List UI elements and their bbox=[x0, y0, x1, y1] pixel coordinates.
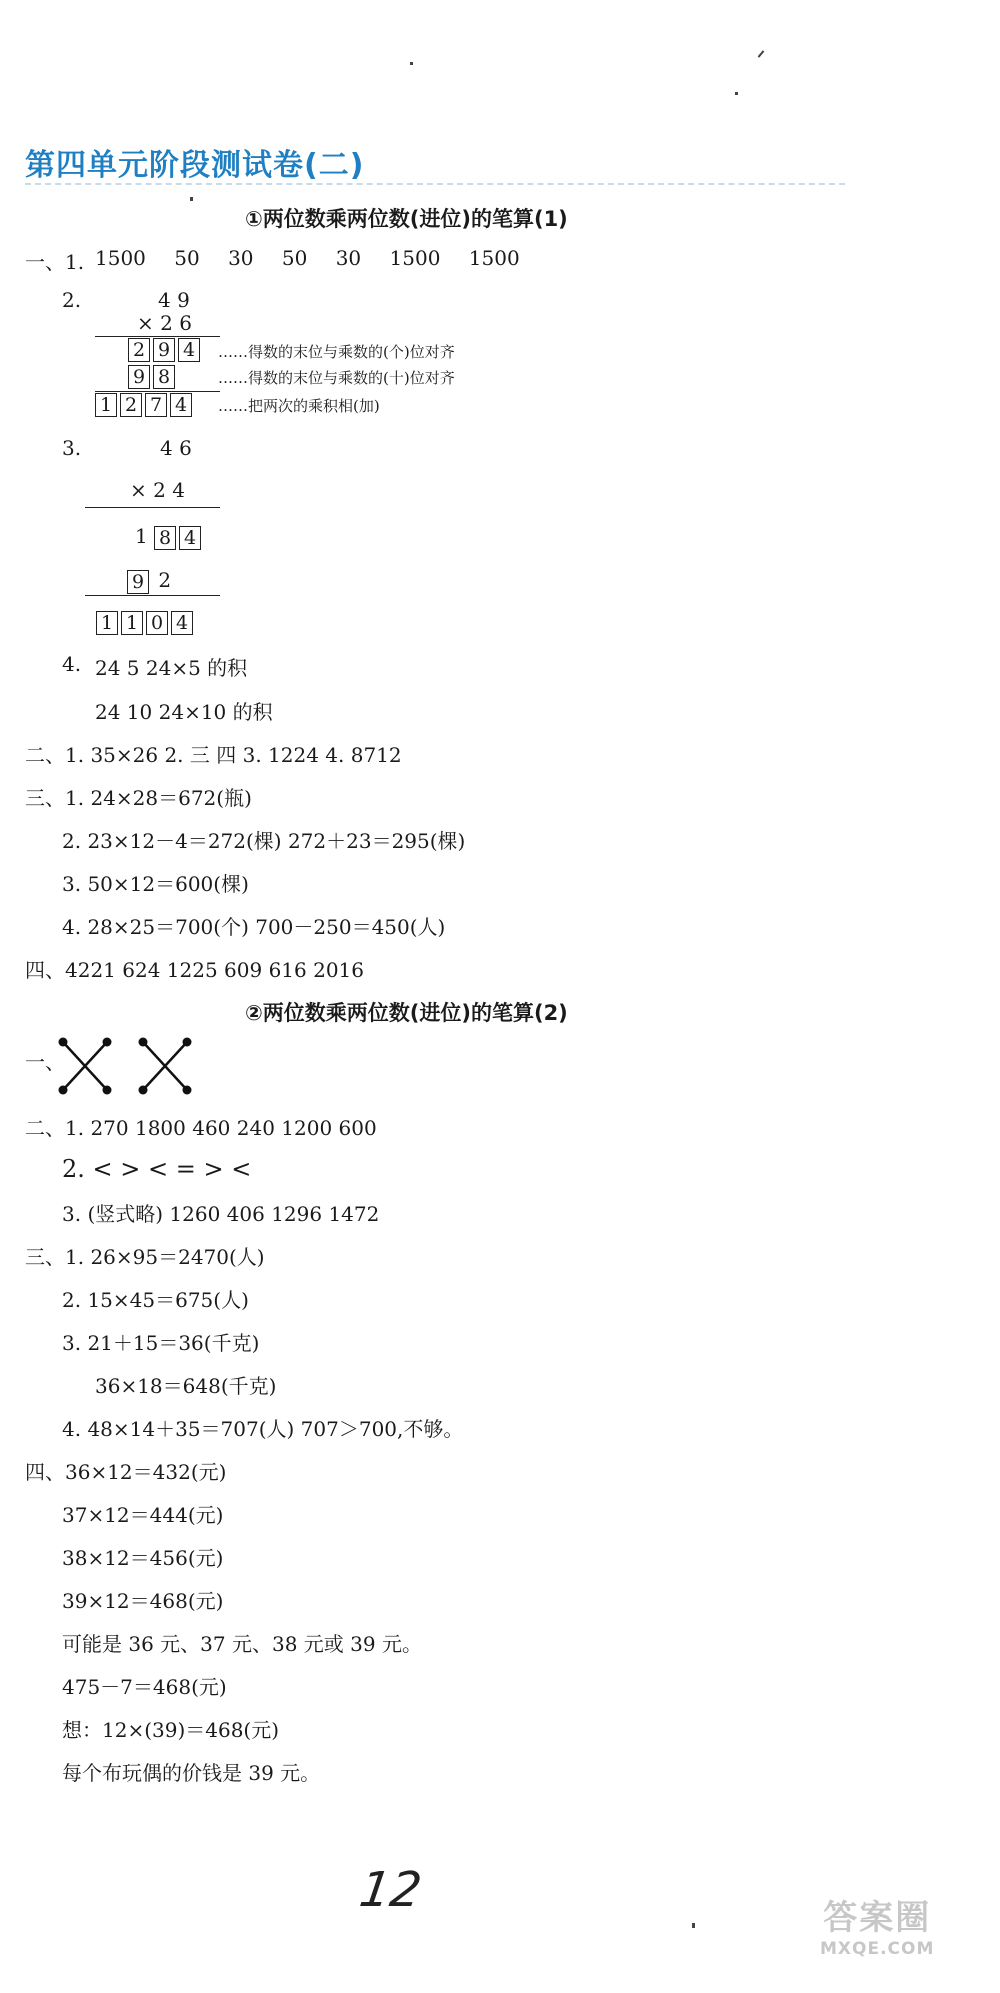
answer-value: 1500 bbox=[389, 246, 441, 270]
p2-q3-line-1: 三、1. 26×95＝2470(人) bbox=[25, 1245, 265, 1269]
q1-2-note-1: ……得数的末位与乘数的(个)位对齐 bbox=[218, 343, 455, 361]
answer-box: 4 bbox=[179, 526, 201, 550]
q3-line-3: 3. 50×12＝600(棵) bbox=[62, 872, 249, 896]
answer-box: 1 bbox=[96, 611, 118, 635]
q1-3-label: 3. bbox=[62, 436, 82, 460]
q3-line-2: 2. 23×12－4＝272(棵) 272＋23＝295(棵) bbox=[62, 829, 466, 853]
answer-value: 1500 bbox=[468, 246, 520, 270]
q1-3-row3 bbox=[96, 611, 196, 635]
q1-4-label: 4. bbox=[62, 652, 82, 676]
answer-box: 7 bbox=[145, 393, 167, 417]
q1-4-line-2: 24 10 24×10 的积 bbox=[95, 700, 273, 724]
p2-q4-line-2: 37×12＝444(元) bbox=[62, 1503, 224, 1527]
q1-4-line-1: 24 5 24×5 的积 bbox=[95, 656, 248, 680]
page-title: 第四单元阶段测试卷(二) bbox=[25, 148, 365, 183]
match-dot bbox=[59, 1086, 68, 1095]
answer-value: 30 bbox=[228, 246, 254, 270]
partial-product-digit: 1 bbox=[135, 524, 148, 548]
answer-value: 1500 bbox=[95, 246, 146, 270]
q3-line-4: 4. 28×25＝700(个) 700－250＝450(人) bbox=[62, 915, 446, 939]
q1-3-top-number: 4 6 bbox=[160, 436, 192, 460]
q1-1-values bbox=[95, 246, 520, 270]
q1-3-row1 bbox=[135, 524, 204, 550]
p2-q4-line-5: 可能是 36 元、37 元、38 元或 39 元。 bbox=[62, 1632, 422, 1656]
scan-speck bbox=[758, 50, 765, 57]
p2-q2-line-2: 2. < > < = > < bbox=[62, 1155, 252, 1183]
p2-q3-line-5: 4. 48×14＋35＝707(人) 707＞700,不够。 bbox=[62, 1417, 464, 1441]
p2-q2-line-1: 二、1. 270 1800 460 240 1200 600 bbox=[25, 1116, 377, 1140]
match-dot bbox=[183, 1086, 192, 1095]
p2-q3-line-3: 3. 21＋15＝36(千克) bbox=[62, 1331, 260, 1355]
q1-3-rule-2 bbox=[85, 595, 220, 596]
q3-line-1: 三、1. 24×28＝672(瓶) bbox=[25, 786, 252, 810]
p2-q1-label: 一、 bbox=[25, 1050, 65, 1074]
answer-box: 0 bbox=[146, 611, 168, 635]
match-dot bbox=[139, 1086, 148, 1095]
answer-box: 1 bbox=[95, 393, 117, 417]
watermark-logo bbox=[820, 1890, 934, 1959]
section-heading-2: ②两位数乘两位数(进位)的笔算(2) bbox=[245, 1001, 568, 1025]
q1-2-note-2: ……得数的末位与乘数的(十)位对齐 bbox=[218, 369, 455, 387]
q1-2-rule bbox=[95, 336, 220, 337]
p2-q3-line-2: 2. 15×45＝675(人) bbox=[62, 1288, 249, 1312]
q2-line: 二、1. 35×26 2. 三 四 3. 1224 4. 8712 bbox=[25, 743, 402, 767]
q1-2-label: 2. bbox=[62, 288, 82, 312]
answer-box: 9 bbox=[128, 365, 150, 389]
answer-box: 2 bbox=[128, 338, 150, 362]
p2-q4-line-4: 39×12＝468(元) bbox=[62, 1589, 224, 1613]
match-dot bbox=[139, 1038, 148, 1047]
match-dot bbox=[183, 1038, 192, 1047]
scan-speck bbox=[410, 62, 413, 65]
scan-speck bbox=[190, 197, 193, 201]
answer-box: 8 bbox=[154, 526, 176, 550]
p2-q4-line-7: 想：12×(39)＝468(元) bbox=[62, 1718, 280, 1742]
match-dot bbox=[103, 1086, 112, 1095]
answer-box: 4 bbox=[178, 338, 200, 362]
page-number: 12 bbox=[356, 1862, 426, 1918]
q1-2-note-3: ……把两次的乘积相(加) bbox=[218, 397, 380, 415]
title-underline bbox=[25, 183, 845, 185]
q1-2-multiplier: × 2 6 bbox=[137, 311, 192, 335]
p2-q4-line-3: 38×12＝456(元) bbox=[62, 1546, 224, 1570]
q1-1-label: 一、1. bbox=[25, 250, 85, 274]
match-dot bbox=[59, 1038, 68, 1047]
watermark-title: 答案圈 bbox=[823, 1898, 932, 1938]
q1-2-rule-2 bbox=[95, 391, 220, 392]
p2-q4-line-6: 475－7＝468(元) bbox=[62, 1675, 227, 1699]
answer-value: 50 bbox=[281, 246, 308, 270]
p2-q3-line-4: 36×18＝648(千克) bbox=[95, 1374, 277, 1398]
q1-3-row2 bbox=[127, 568, 171, 594]
q1-2-row2 bbox=[128, 365, 178, 389]
scan-speck bbox=[692, 1923, 695, 1928]
answer-value: 30 bbox=[335, 246, 362, 270]
q1-2-row3 bbox=[95, 393, 195, 417]
match-dot bbox=[103, 1038, 112, 1047]
answer-box: 1 bbox=[121, 611, 143, 635]
q1-3-multiplier: × 2 4 bbox=[130, 478, 185, 502]
watermark-url: MXQE.COM bbox=[820, 1939, 935, 1959]
answer-box: 4 bbox=[171, 611, 193, 635]
answer-box: 2 bbox=[120, 393, 142, 417]
p2-q4-line-1: 四、36×12＝432(元) bbox=[25, 1460, 227, 1484]
answer-box: 4 bbox=[170, 393, 192, 417]
answer-box: 8 bbox=[153, 365, 175, 389]
q4-line: 四、4221 624 1225 609 616 2016 bbox=[25, 958, 365, 982]
q1-2-top-number: 4 9 bbox=[158, 288, 190, 312]
matching-lines-figure bbox=[55, 1034, 195, 1098]
p2-q4-line-8: 每个布玩偶的价钱是 39 元。 bbox=[62, 1761, 321, 1785]
q1-3-rule bbox=[85, 507, 220, 508]
section-heading-1: ①两位数乘两位数(进位)的笔算(1) bbox=[245, 207, 568, 231]
answer-value: 50 bbox=[174, 246, 200, 270]
q1-2-row1 bbox=[128, 338, 203, 362]
partial-product-digit: 2 bbox=[158, 568, 172, 592]
scan-speck bbox=[735, 92, 738, 95]
answer-box: 9 bbox=[153, 338, 175, 362]
answer-box: 9 bbox=[127, 570, 149, 594]
p2-q2-line-3: 3. (竖式略) 1260 406 1296 1472 bbox=[62, 1202, 380, 1226]
